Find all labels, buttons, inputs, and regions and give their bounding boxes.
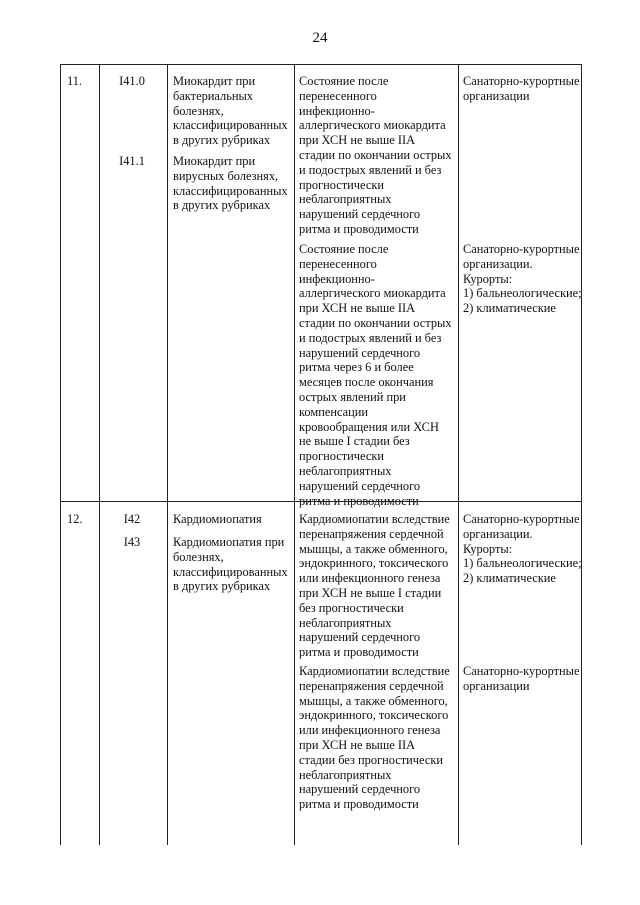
condition-text: Кардиомиопатии вследствие перенапряжения сердечной мышцы, а также обменного, эндокринного, токсического или инфекционного генеза при ХСН не выше I стадии без прогностически неблагоприятных нарушений сердечного ритма и проводимости	[299, 512, 450, 660]
table-top-border	[60, 64, 582, 65]
table-right-border	[581, 64, 582, 845]
icd-code: I43	[123, 535, 141, 549]
column-divider	[167, 64, 168, 845]
diagnosis-name: Миокардит при бактериальных болезнях, классифицированных в других рубриках	[173, 74, 288, 148]
row-number: 11.	[67, 74, 83, 88]
diagnosis-name: Кардиомиопатия	[173, 512, 262, 526]
icd-code: I42	[123, 512, 141, 526]
row-number: 12.	[67, 512, 83, 526]
icd-code: I41.0	[119, 74, 145, 88]
diagnosis-name: Кардиомиопатия при болезнях, классифицированных в других рубриках	[173, 535, 288, 594]
organization-text: Санаторно-курортные организации. Курорты: 1) бальнеологические; 2) климатические	[463, 242, 582, 316]
diagnosis-name: Миокардит при вирусных болезнях, классифицированных в других рубриках	[173, 154, 288, 213]
page-number: 24	[312, 30, 328, 46]
condition-text: Состояние после перенесенного инфекционно- аллергического миокардита при ХСН не выше IIА стадии по окончании острых и подострых явлений и без прогностически неблагоприятных нарушений сердечного ритма и проводимости	[299, 74, 452, 236]
column-divider	[99, 64, 100, 845]
table-left-border	[60, 64, 61, 845]
organization-text: Санаторно-курортные организации	[463, 664, 580, 693]
condition-text: Состояние после перенесенного инфекционно- аллергического миокардита при ХСН не выше IIА стадии по окончании острых и подострых явлений и без нарушений сердечного ритма через 6 и более месяцев после окончания острых явлений при компенсации кровообращения или ХСН не выше I стадии без прогностически неблагоприятных нарушений сердечного ритма и проводимости	[299, 242, 452, 508]
column-divider	[294, 64, 295, 845]
column-divider	[458, 64, 459, 845]
condition-text: Кардиомиопатии вследствие перенапряжения сердечной мышцы, а также обменного, эндокринного, токсического или инфекционного генеза при ХСН не выше IIА стадии без прогностически неблагоприятных нарушений сердечного ритма и проводимости	[299, 664, 450, 812]
organization-text: Санаторно-курортные организации	[463, 74, 580, 103]
organization-text: Санаторно-курортные организации. Курорты: 1) бальнеологические; 2) климатические	[463, 512, 582, 586]
icd-code: I41.1	[119, 154, 145, 168]
